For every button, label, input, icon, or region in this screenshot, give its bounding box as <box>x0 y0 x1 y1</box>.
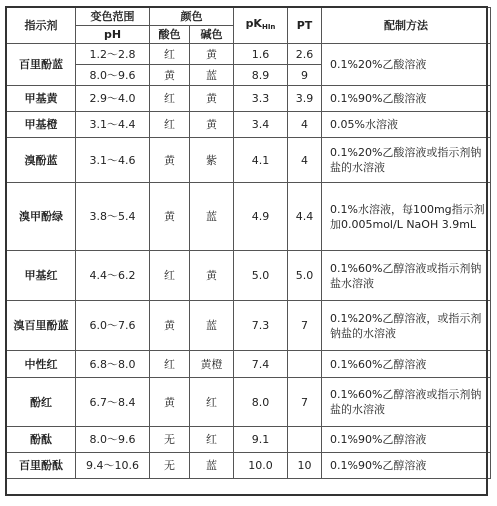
pt-value <box>288 351 322 378</box>
base-color: 紫 <box>190 138 234 183</box>
pt-value: 4 <box>288 112 322 138</box>
base-color: 黄 <box>190 44 234 65</box>
base-color: 蓝 <box>190 65 234 86</box>
pt-value: 7 <box>288 301 322 351</box>
pk-value: 8.0 <box>234 378 288 427</box>
acid-color: 无 <box>150 453 190 479</box>
preparation-method: 0.1%90%乙醇溶液 <box>322 427 491 453</box>
indicator-table <box>6 7 491 479</box>
pt-value: 5.0 <box>288 251 322 301</box>
pk-value: 7.3 <box>234 301 288 351</box>
indicator-name: 中性红 <box>7 351 76 378</box>
pk-value: 7.4 <box>234 351 288 378</box>
indicator-name: 甲基橙 <box>7 112 76 138</box>
acid-color: 红 <box>150 351 190 378</box>
acid-color: 红 <box>150 86 190 112</box>
preparation-method: 0.1%水溶液，每100mg指示剂加0.005mol/L NaOH 3.9mL <box>322 183 491 251</box>
base-color: 黄橙 <box>190 351 234 378</box>
indicator-name: 酚酞 <box>7 427 76 453</box>
acid-color: 红 <box>150 44 190 65</box>
table-row <box>7 453 491 479</box>
pk-value: 1.6 <box>234 44 288 65</box>
header-range: 变色范围 <box>76 8 150 26</box>
header-method: 配制方法 <box>322 8 491 44</box>
acid-color: 红 <box>150 251 190 301</box>
table-row <box>7 378 491 427</box>
base-color: 红 <box>190 427 234 453</box>
indicator-name: 百里酚酞 <box>7 453 76 479</box>
table-row <box>7 301 491 351</box>
preparation-method: 0.1%60%乙醇溶液或指示剂钠盐的水溶液 <box>322 378 491 427</box>
pt-value: 9 <box>288 65 322 86</box>
ph-range: 6.0～7.6 <box>76 301 150 351</box>
header-color: 颜色 <box>150 8 234 26</box>
pt-value: 10 <box>288 453 322 479</box>
pt-value <box>288 427 322 453</box>
pk-value: 4.9 <box>234 183 288 251</box>
pt-value: 7 <box>288 378 322 427</box>
pt-value: 4 <box>288 138 322 183</box>
ph-range: 4.4～6.2 <box>76 251 150 301</box>
preparation-method: 0.05%水溶液 <box>322 112 491 138</box>
ph-range: 9.4～10.6 <box>76 453 150 479</box>
indicator-name: 甲基黄 <box>7 86 76 112</box>
table-row <box>7 112 491 138</box>
header-indicator: 指示剂 <box>7 8 76 44</box>
preparation-method: 0.1%20%乙醇溶液，或指示剂钠盐的水溶液 <box>322 301 491 351</box>
table-row <box>7 183 491 251</box>
preparation-method: 0.1%20%乙酸溶液 <box>322 44 491 86</box>
indicator-name: 溴甲酚绿 <box>7 183 76 251</box>
acid-color: 黄 <box>150 183 190 251</box>
preparation-method: 0.1%90%乙酸溶液 <box>322 86 491 112</box>
base-color: 蓝 <box>190 301 234 351</box>
pk-value: 9.1 <box>234 427 288 453</box>
pt-value: 4.4 <box>288 183 322 251</box>
base-color: 红 <box>190 378 234 427</box>
indicator-name: 溴酚蓝 <box>7 138 76 183</box>
acid-color: 无 <box>150 427 190 453</box>
acid-color: 黄 <box>150 138 190 183</box>
indicator-name: 百里酚蓝 <box>7 44 76 86</box>
table-row <box>7 427 491 453</box>
indicator-name: 溴百里酚蓝 <box>7 301 76 351</box>
header-acid: 酸色 <box>150 26 190 44</box>
base-color: 黄 <box>190 112 234 138</box>
ph-range: 2.9～4.0 <box>76 86 150 112</box>
acid-color: 黄 <box>150 65 190 86</box>
table-row <box>7 138 491 183</box>
ph-range: 1.2～2.8 <box>76 44 150 65</box>
pk-value: 3.3 <box>234 86 288 112</box>
table-row <box>7 86 491 112</box>
indicator-name: 甲基红 <box>7 251 76 301</box>
header-pt: PT <box>288 8 322 44</box>
indicator-table-page <box>6 7 490 499</box>
pk-value: 8.9 <box>234 65 288 86</box>
ph-range: 3.1～4.4 <box>76 112 150 138</box>
pk-value: 4.1 <box>234 138 288 183</box>
ph-range: 6.7～8.4 <box>76 378 150 427</box>
base-color: 黄 <box>190 251 234 301</box>
pk-value: 5.0 <box>234 251 288 301</box>
acid-color: 黄 <box>150 301 190 351</box>
header-pk: pKHIn <box>234 8 288 44</box>
preparation-method: 0.1%20%乙酸溶液或指示剂钠盐的水溶液 <box>322 138 491 183</box>
header-ph: pH <box>76 26 150 44</box>
pk-value: 10.0 <box>234 453 288 479</box>
preparation-method: 0.1%60%乙醇溶液或指示剂钠盐水溶液 <box>322 251 491 301</box>
table-row <box>7 351 491 378</box>
base-color: 蓝 <box>190 453 234 479</box>
base-color: 黄 <box>190 86 234 112</box>
ph-range: 3.1～4.6 <box>76 138 150 183</box>
ph-range: 8.0～9.6 <box>76 65 150 86</box>
base-color: 蓝 <box>190 183 234 251</box>
ph-range: 3.8～5.4 <box>76 183 150 251</box>
table-row <box>7 44 491 65</box>
pk-value: 3.4 <box>234 112 288 138</box>
preparation-method: 0.1%60%乙醇溶液 <box>322 351 491 378</box>
acid-color: 黄 <box>150 378 190 427</box>
pt-value: 2.6 <box>288 44 322 65</box>
preparation-method: 0.1%90%乙醇溶液 <box>322 453 491 479</box>
ph-range: 8.0～9.6 <box>76 427 150 453</box>
ph-range: 6.8～8.0 <box>76 351 150 378</box>
acid-color: 红 <box>150 112 190 138</box>
table-row <box>7 251 491 301</box>
pt-value: 3.9 <box>288 86 322 112</box>
header-base: 碱色 <box>190 26 234 44</box>
indicator-name: 酚红 <box>7 378 76 427</box>
